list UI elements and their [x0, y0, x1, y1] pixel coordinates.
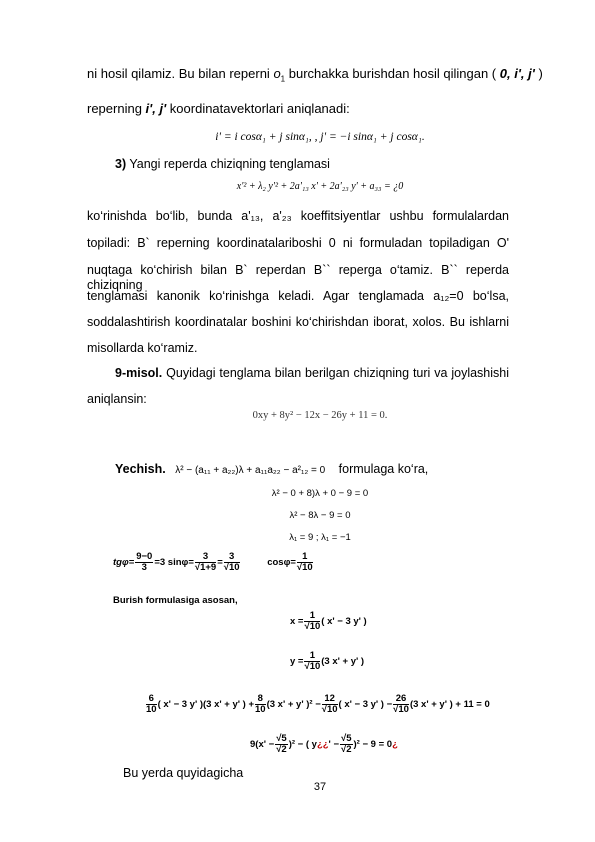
reperning-text: reperning — [87, 101, 146, 116]
term-a-denominator: 10 — [146, 704, 157, 715]
x-numerator: 1 — [304, 611, 320, 622]
final-frac2-numerator: √5 — [341, 733, 352, 744]
x-formula — [290, 611, 367, 632]
para-line-2: topiladi: B` reperning koordinatalariboshi 0 ni formuladan topiladigan O' — [87, 236, 509, 250]
cos-denominator: √10 — [296, 562, 313, 573]
point-o-subscript: 1 — [280, 74, 286, 84]
sin2-denominator: √10 — [223, 562, 240, 573]
example-line-1 — [115, 366, 509, 381]
substituted-equation — [145, 694, 490, 715]
eq-line-1: λ² − 0 + 8)λ + 0 − 9 = 0 — [271, 488, 369, 499]
term-c-numerator: 12 — [322, 694, 338, 705]
step-3-line — [115, 157, 330, 172]
final-middle: )² − ( y — [288, 739, 317, 751]
x-tail: ( x' − 3 y' ) — [321, 616, 367, 628]
koordinata-text: koordinatavektorlari aniqlanadi: — [166, 101, 350, 116]
tg-numerator: 9−0 — [136, 551, 153, 562]
final-tail: )² − 9 = 0 — [353, 739, 393, 751]
example-equation: 0xy + 8y² − 12x − 26y + 11 = 0. — [252, 410, 388, 421]
term-b-tail: (3 x' + y' )² − — [266, 699, 321, 711]
term-a-numerator: 6 — [146, 694, 157, 705]
final-red-glyph-2: ¿ — [392, 739, 398, 751]
vector-transform-formula: i' = i cosα₁ + j sinα₁, , j' = −i sinα₁ + j cosα₁. — [215, 131, 425, 143]
basis-vectors: i', j' — [145, 101, 167, 116]
para-line-4: tenglamasi kanonik ko‘rinishga keladi. Agar tenglamada a₁₂=0 bo‘lsa, — [87, 289, 509, 303]
sin2-numerator: 3 — [224, 552, 240, 563]
intro-line-1 — [87, 66, 543, 87]
closing-line: Bu yerda quyidagicha — [123, 766, 244, 780]
page-number: 37 — [313, 781, 327, 793]
term-b-numerator: 8 — [255, 694, 266, 705]
eq-line-2: λ² − 8λ − 9 = 0 — [289, 510, 351, 521]
final-frac1-denominator: √2 — [276, 744, 287, 755]
term-b-denominator: 10 — [255, 704, 266, 715]
intro-text-2: burchakka burishdan hosil qilingan ( — [285, 66, 500, 81]
final-frac2-denominator: √2 — [341, 744, 352, 755]
para-line-5: soddalashtirish koordinatalar boshini ko‘chirishdan iborat, xolos. Bu ishlarni — [87, 315, 509, 329]
sin-prefix: =3 sinφ= — [154, 557, 194, 569]
burish-text: Burish formulasiga asosan, — [113, 595, 238, 606]
y-numerator: 1 — [304, 651, 320, 662]
final-equation — [250, 734, 398, 756]
y-prefix: y = — [290, 656, 304, 668]
final-frac1-numerator: √5 — [276, 733, 287, 744]
final-red-glyph: ¿¿ — [316, 739, 329, 751]
example-label: 9-misol. — [115, 366, 163, 380]
final-middle-2: ' − — [328, 739, 339, 751]
tg-prefix: tgφ= — [113, 557, 135, 569]
cos-numerator: 1 — [297, 552, 313, 563]
final-prefix: 9(x' − — [250, 739, 275, 751]
example-line-2: aniqlansin: — [87, 392, 147, 406]
step-3-text: Yangi reperda chiziqning tenglamasi — [126, 157, 330, 171]
cos-prefix: cosφ= — [267, 557, 296, 569]
point-o: o — [273, 66, 281, 81]
x-prefix: x = — [290, 616, 304, 628]
term-d-denominator: √10 — [393, 704, 409, 715]
sin-numerator: 3 — [195, 552, 216, 563]
tg-denominator: 3 — [141, 562, 147, 573]
trig-line — [113, 552, 314, 573]
formula-text: formulaga ko‘ra, — [338, 462, 429, 476]
example-text: Quyidagi tenglama bilan berilgan chiziqning turi va joylashishi — [162, 366, 509, 380]
y-denominator: √10 — [304, 661, 321, 672]
term-c-tail: ( x' − 3 y' ) − — [338, 699, 393, 711]
solution-label: Yechish. — [115, 462, 166, 476]
y-formula — [290, 651, 364, 672]
eq-line-3: λ₁ = 9 ; λ₁ = −1 — [289, 532, 351, 543]
x-denominator: √10 — [304, 621, 321, 632]
term-d-numerator: 26 — [393, 694, 409, 705]
step-3-label: 3) — [115, 157, 127, 171]
term-d-tail: (3 x' + y' ) + 11 = 0 — [409, 699, 490, 711]
para-last-line: misollarda ko‘ramiz. — [87, 341, 198, 355]
intro-close: ) — [534, 66, 543, 81]
solution-line — [115, 462, 428, 478]
para-line-3: nuqtaga ko‘chirish bilan B` reperdan B`` reperga o‘tamiz. B`` reperda chiziqning — [87, 263, 509, 292]
reper-triple: 0, i', j' — [499, 66, 535, 81]
y-tail: (3 x' + y' ) — [321, 656, 365, 668]
sin-denominator: √1+9 — [194, 562, 217, 573]
intro-text: ni hosil qilamiz. Bu bilan reperni — [87, 66, 274, 81]
intro-line-2 — [87, 101, 350, 116]
step-3-equation: x'² + λ₂ y'² + 2a'₁₃ x' + 2a'₂₃ y' + a₃₃ = ¿0 — [236, 181, 404, 192]
term-a-tail: ( x' − 3 y' )(3 x' + y' ) + — [157, 699, 255, 711]
term-c-denominator: √10 — [321, 704, 338, 715]
characteristic-equation: λ² − (a₁₁ + a₂₂)λ + a₁₁a₂₂ − a²₁₂ = 0 — [175, 465, 326, 476]
sin-equals: = — [217, 557, 223, 569]
para-line-1: ko‘rinishda bo‘lib, bunda a'₁₃, a'₂₃ koeffitsiyentlar ushbu formulalardan — [87, 209, 509, 223]
